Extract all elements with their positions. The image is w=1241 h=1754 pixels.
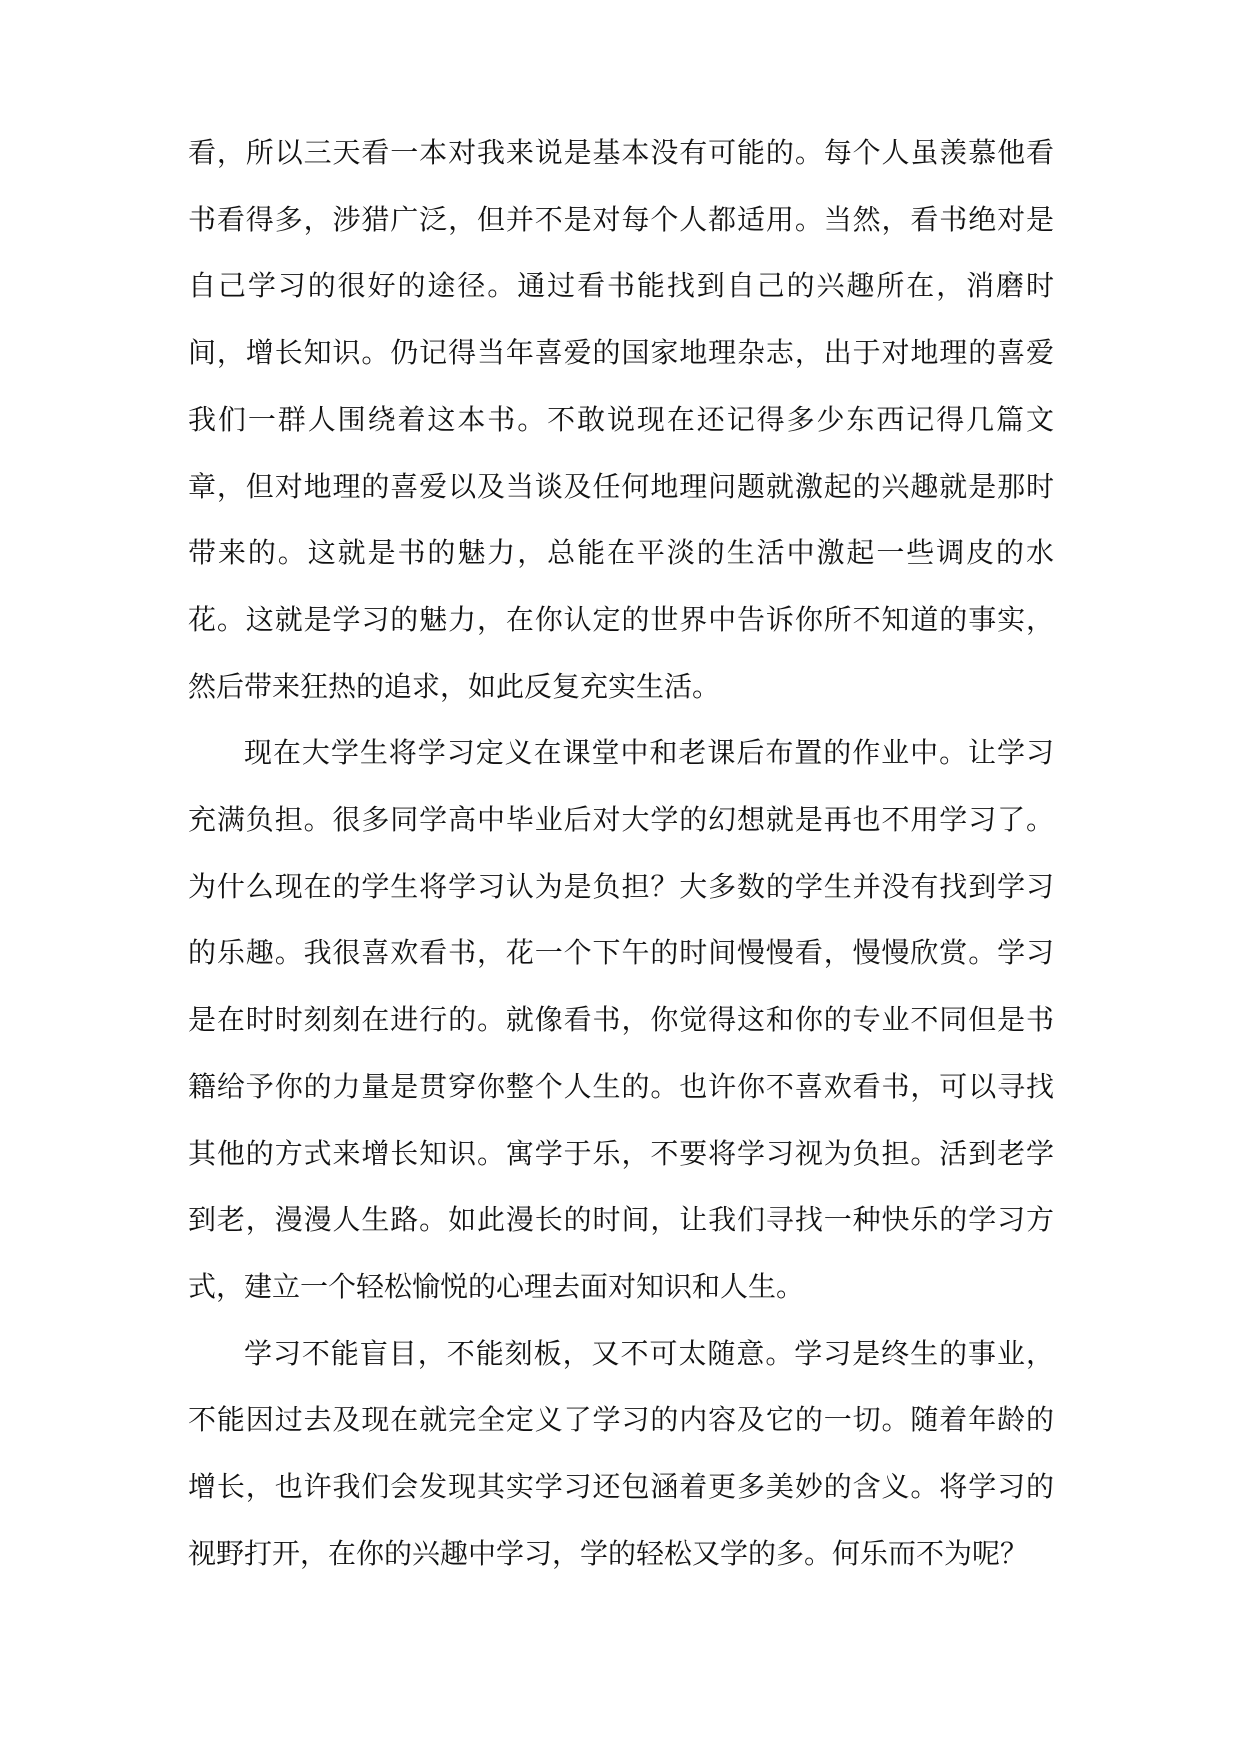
paragraph-college-students: 现在大学生将学习定义在课堂中和老课后布置的作业中。让学习充满负担。很多同学高中毕业后对大学的幻想就是再也不用学习了。为什么现在的学生将学习认为是负担？大多数的学生并没有找到学习的乐趣。我很喜欢看书，花一个下午的时间慢慢看，慢慢欣赏。学习是在时时刻刻在进行的。就像看书，你觉得这和你的专业不同但是书籍给予你的力量是贯穿你整个人生的。也许你不喜欢看书，可以寻找其他的方式来增长知识。寓学于乐，不要将学习视为负担。活到老学到老，漫漫人生路。如此漫长的时间，让我们寻找一种快乐的学习方式，建立一个轻松愉悦的心理去面对知识和人生。 [188, 736, 1054, 1303]
document-body [188, 120, 1054, 1587]
paragraph-lifelong-learning: 学习不能盲目，不能刻板，又不可太随意。学习是终生的事业，不能因过去及现在就完全定义了学习的内容及它的一切。随着年龄的增长，也许我们会发现其实学习还包涵着更多美妙的含义。将学习的视野打开，在你的兴趣中学习，学的轻松又学的多。何乐而不为呢？ [188, 1336, 1054, 1570]
paragraph-continuation: 看，所以三天看一本对我来说是基本没有可能的。每个人虽羡慕他看书看得多，涉猎广泛，但并不是对每个人都适用。当然，看书绝对是自己学习的很好的途径。通过看书能找到自己的兴趣所在，消磨时间，增长知识。仍记得当年喜爱的国家地理杂志，出于对地理的喜爱我们一群人围绕着这本书。不敢说现在还记得多少东西记得几篇文章，但对地理的喜爱以及当谈及任何地理问题就激起的兴趣就是那时带来的。这就是书的魅力，总能在平淡的生活中激起一些调皮的水花。这就是学习的魅力，在你认定的世界中告诉你所不知道的事实，然后带来狂热的追求，如此反复充实生活。 [188, 136, 1054, 703]
